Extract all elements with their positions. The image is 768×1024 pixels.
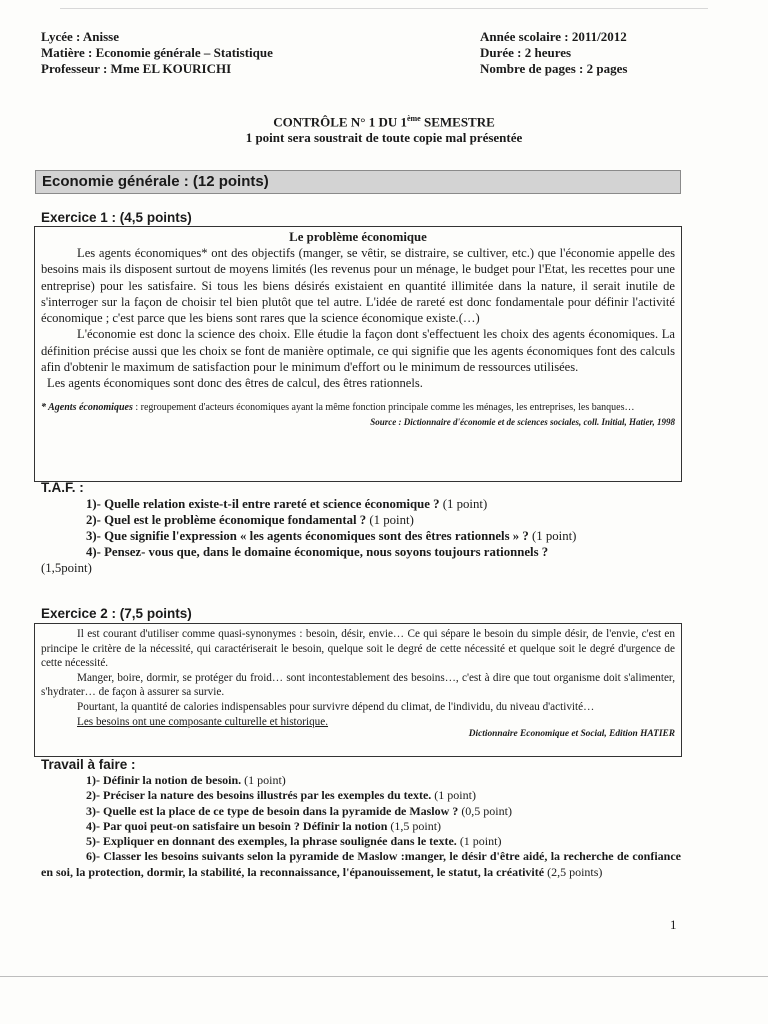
ex2-question-4-points: (1,5 point) bbox=[387, 818, 442, 833]
exercise-1-paragraph-2: L'économie est donc la science des choix. Elle étudie la façon dont s'effectuent les choix des agents économiques. La définition précise aussi que les choix se font de manière optimale, ce qui signifie que les agents économiques font des calculs afin d'obtenir le maximum de satisfaction pour le minimum d'effort ou le minimum de ressources utilisées. bbox=[41, 327, 675, 375]
question-2-points: (1 point) bbox=[366, 513, 414, 527]
question-1 bbox=[41, 496, 681, 512]
ex2-question-5 bbox=[41, 834, 681, 849]
ex2-question-6-points: (2,5 points) bbox=[544, 864, 603, 879]
ex2-question-4-text: 4)- Par quoi peut-on satisfaire un besoin ? Définir la notion bbox=[86, 818, 388, 833]
question-3-points: (1 point) bbox=[528, 529, 577, 543]
footnote-term: * Agents économiques bbox=[41, 401, 133, 413]
exercise-2-paragraph-1: Il est courant d'utiliser comme quasi-synonymes : besoin, désir, envie… Ce qui sépare le besoin du simple désir, de l'envie, c'est en principe le critère de la nécessité, qui caractériserait le besoin, quelque soit le degré de cette nécessité et quelque soit le degré d'urgence de cette nécessité. bbox=[41, 628, 675, 670]
title-prefix: CONTRÔLE N° 1 DU 1 bbox=[273, 114, 407, 130]
header-left bbox=[41, 29, 273, 77]
exercise-2-paragraph-4 bbox=[41, 715, 675, 730]
page-count: Nombre de pages : 2 pages bbox=[480, 61, 628, 76]
exam-title bbox=[0, 111, 768, 146]
section-heading: Economie générale : (12 points) bbox=[35, 170, 681, 194]
ex2-question-4 bbox=[41, 819, 681, 834]
question-2-text: 2)- Quel est le problème économique fondamental ? bbox=[86, 513, 367, 527]
taf-heading: T.A.F. : bbox=[41, 480, 84, 495]
text-title: Le problème économique bbox=[289, 230, 427, 244]
question-2 bbox=[41, 512, 681, 528]
exam-title-main bbox=[0, 111, 768, 130]
ex2-question-6 bbox=[41, 849, 681, 880]
page-number: 1 bbox=[670, 917, 677, 932]
question-3 bbox=[41, 528, 681, 544]
school-year: Année scolaire : 2011/2012 bbox=[480, 29, 627, 44]
exercise-1-paragraph-1: Les agents économiques* ont des objectifs (manger, se vêtir, se distraire, se cultiver, etc.) que l'économie appelle des besoins mais ils disposent surtout de moyens limités (les revenus pour un ménage, le budget pour l'Etat, les recettes pour une entreprise) pour les satisfaire. Si tous les biens désirés existaient en quantité illimitée dans la nature, il serait inutile de s'interroger sur la façon de choisir tel bien plutôt que tel autre. L'idée de rareté est donc fondamentale pour définir l'activité économique ; c'est parce que les biens sont rares que la science économique existe.(…) bbox=[41, 246, 675, 326]
ex2-question-1 bbox=[41, 773, 681, 788]
ex2-question-5-text: 5)- Expliquer en donnant des exemples, la phrase soulignée dans le texte. bbox=[86, 834, 457, 849]
ex2-question-2 bbox=[41, 788, 681, 803]
subject: Matière : Economie générale – Statistique bbox=[41, 45, 273, 60]
question-4 bbox=[41, 544, 681, 560]
ex2-question-2-points: (1 point) bbox=[431, 788, 476, 803]
teacher: Professeur : Mme EL KOURICHI bbox=[41, 61, 232, 76]
question-3-text: 3)- Que signifie l'expression « les agents économiques sont des êtres rationnels » ? bbox=[86, 529, 529, 543]
question-1-text: 1)- Quelle relation existe-t-il entre rareté et science économique ? bbox=[86, 497, 440, 511]
exam-subtitle: 1 point sera soustrait de toute copie mal présentée bbox=[245, 130, 523, 146]
exercise-2-heading: Exercice 2 : (7,5 points) bbox=[41, 606, 192, 621]
ex2-question-1-text: 1)- Définir la notion de besoin. bbox=[86, 773, 242, 787]
travail-a-faire-heading: Travail à faire : bbox=[41, 757, 136, 772]
title-suffix: SEMESTRE bbox=[420, 114, 495, 130]
scan-top-rule bbox=[60, 8, 708, 9]
question-4-points: (1,5point) bbox=[41, 561, 92, 575]
underlined-sentence: Les besoins ont une composante culturelle et historique. bbox=[77, 715, 329, 728]
footnote bbox=[41, 401, 675, 414]
ex2-question-3-points: (0,5 point) bbox=[458, 803, 512, 818]
exercise-2-text-box bbox=[34, 623, 682, 757]
question-4-text: 4)- Pensez- vous que, dans le domaine économique, nous soyons toujours rationnels ? bbox=[86, 545, 549, 559]
ex2-question-3-text: 3)- Quelle est la place de ce type de besoin dans la pyramide de Maslow ? bbox=[86, 803, 459, 818]
exercise-1-source: Source : Dictionnaire d'économie et de sciences sociales, coll. Initial, Hatier, 1998 bbox=[370, 416, 675, 427]
ex2-question-3 bbox=[41, 804, 681, 819]
title-sup: ème bbox=[406, 114, 421, 123]
duration: Durée : 2 heures bbox=[480, 45, 572, 60]
exercise-1-text-box bbox=[34, 226, 682, 482]
exercise-1-paragraph-3: Les agents économiques sont donc des êtres de calcul, des êtres rationnels. bbox=[47, 376, 423, 391]
exercise-1-heading: Exercice 1 : (4,5 points) bbox=[41, 210, 192, 225]
exercise-1-questions bbox=[41, 496, 681, 576]
exercise-2-paragraph-3: Pourtant, la quantité de calories indispensables pour survivre dépend du climat, de l'individu, du niveau d'activité… bbox=[77, 700, 595, 713]
ex2-question-6-text: 6)- Classer les besoins suivants selon la pyramide de Maslow :manger, le désir d'être aidé, la recherche de confiance en soi, la protection, dormir, la stabilité, la reconnaissance, l'épanouissement, le statut, la créativité bbox=[41, 849, 681, 879]
school-name: Lycée : Anisse bbox=[41, 29, 119, 44]
ex2-question-5-points: (1 point) bbox=[456, 834, 502, 849]
exercise-2-source: Dictionnaire Economique et Social, Edition HATIER bbox=[468, 729, 675, 740]
ex2-question-1-points: (1 point) bbox=[241, 773, 286, 787]
exercise-2-paragraph-2: Manger, boire, dormir, se protéger du froid… sont incontestablement des besoins…, c'est à dire que tout organisme doit s'alimenter, s'hydrater… de façon à assurer sa survie. bbox=[41, 671, 675, 699]
scan-bottom-rule bbox=[0, 976, 768, 977]
ex2-question-2-text: 2)- Préciser la nature des besoins illustrés par les exemples du texte. bbox=[86, 788, 432, 803]
question-1-points: (1 point) bbox=[439, 497, 488, 511]
footnote-text: : regroupement d'acteurs économiques ayant la même fonction principale comme les ménages, les entreprises, les banques… bbox=[132, 401, 635, 413]
header-right bbox=[480, 29, 627, 77]
exercise-2-questions bbox=[41, 773, 681, 880]
